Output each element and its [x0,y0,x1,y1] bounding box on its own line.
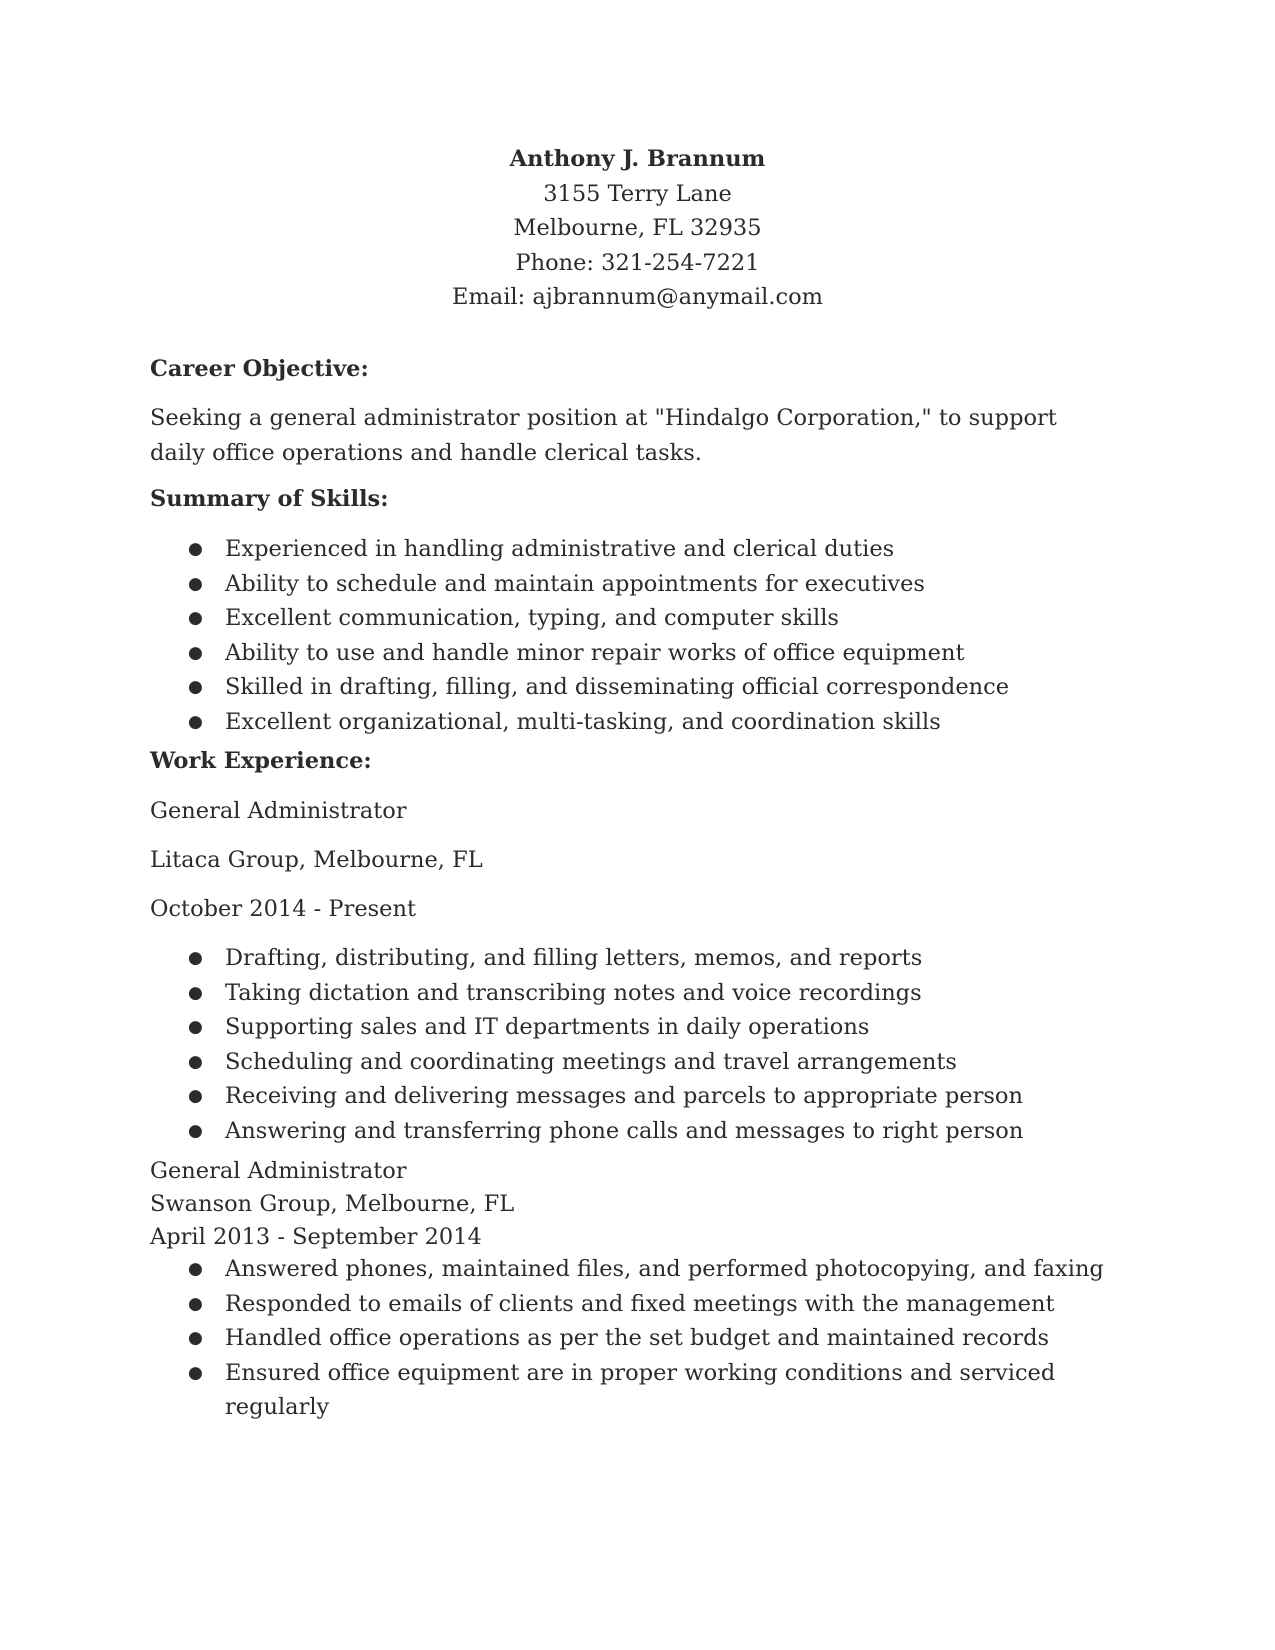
job-2-title: General Administrator [150,1158,407,1184]
list-item: ● Drafting, distributing, and filling letters, memos, and reports [150,941,1110,976]
job-2-duties [150,1252,1110,1425]
list-item: ● Responded to emails of clients and fixed meetings with the management [150,1287,1110,1322]
address-line-2: Melbourne, FL 32935 [513,215,762,241]
phone-number: Phone: 321-254-7221 [515,249,760,276]
career-objective-text: Seeking a general administrator position at "Hindalgo Corporation," to support daily office operations and handle clerical tasks. [150,405,1057,466]
list-item: ● Scheduling and coordinating meetings and travel arrangements [150,1045,1110,1080]
list-item: ● Answering and transferring phone calls and messages to right person [150,1114,1110,1149]
address-line-1: 3155 Terry Lane [543,180,732,207]
email-address: Email: ajbrannum@anymail.com [452,284,823,310]
list-item: ● Taking dictation and transcribing notes and voice recordings [150,976,1110,1011]
job-2-dates: April 2013 - September 2014 [150,1224,482,1250]
list-item: ● Skilled in drafting, filling, and disseminating official correspondence [150,670,1110,705]
list-item: ● Handled office operations as per the set budget and maintained records [150,1321,1110,1356]
list-item: ● Ensured office equipment are in proper working conditions and serviced regularly [150,1356,1110,1425]
job-1-dates: October 2014 - Present [150,896,417,922]
list-item: ● Experienced in handling administrative and clerical duties [150,532,1110,567]
skills-list [150,532,1110,739]
job-2-company: Swanson Group, Melbourne, FL [150,1191,515,1217]
job-1-title: General Administrator [150,798,407,824]
list-item: ● Receiving and delivering messages and parcels to appropriate person [150,1079,1110,1114]
list-item: ● Excellent communication, typing, and computer skills [150,601,1110,636]
list-item: ● Supporting sales and IT departments in daily operations [150,1010,1110,1045]
list-item: ● Ability to schedule and maintain appointments for executives [150,567,1110,602]
work-experience-heading: Work Experience: [150,748,372,774]
list-item: ● Excellent organizational, multi-tasking, and coordination skills [150,705,1110,740]
list-item: ● Ability to use and handle minor repair works of office equipment [150,636,1110,671]
job-1-duties [150,941,1110,1148]
skills-heading: Summary of Skills: [150,486,389,512]
contact-header [0,142,1275,315]
list-item: ● Answered phones, maintained files, and performed photocopying, and faxing [150,1252,1110,1287]
career-objective-heading: Career Objective: [150,356,369,382]
job-1-company: Litaca Group, Melbourne, FL [150,847,483,873]
applicant-name: Anthony J. Brannum [509,146,766,172]
